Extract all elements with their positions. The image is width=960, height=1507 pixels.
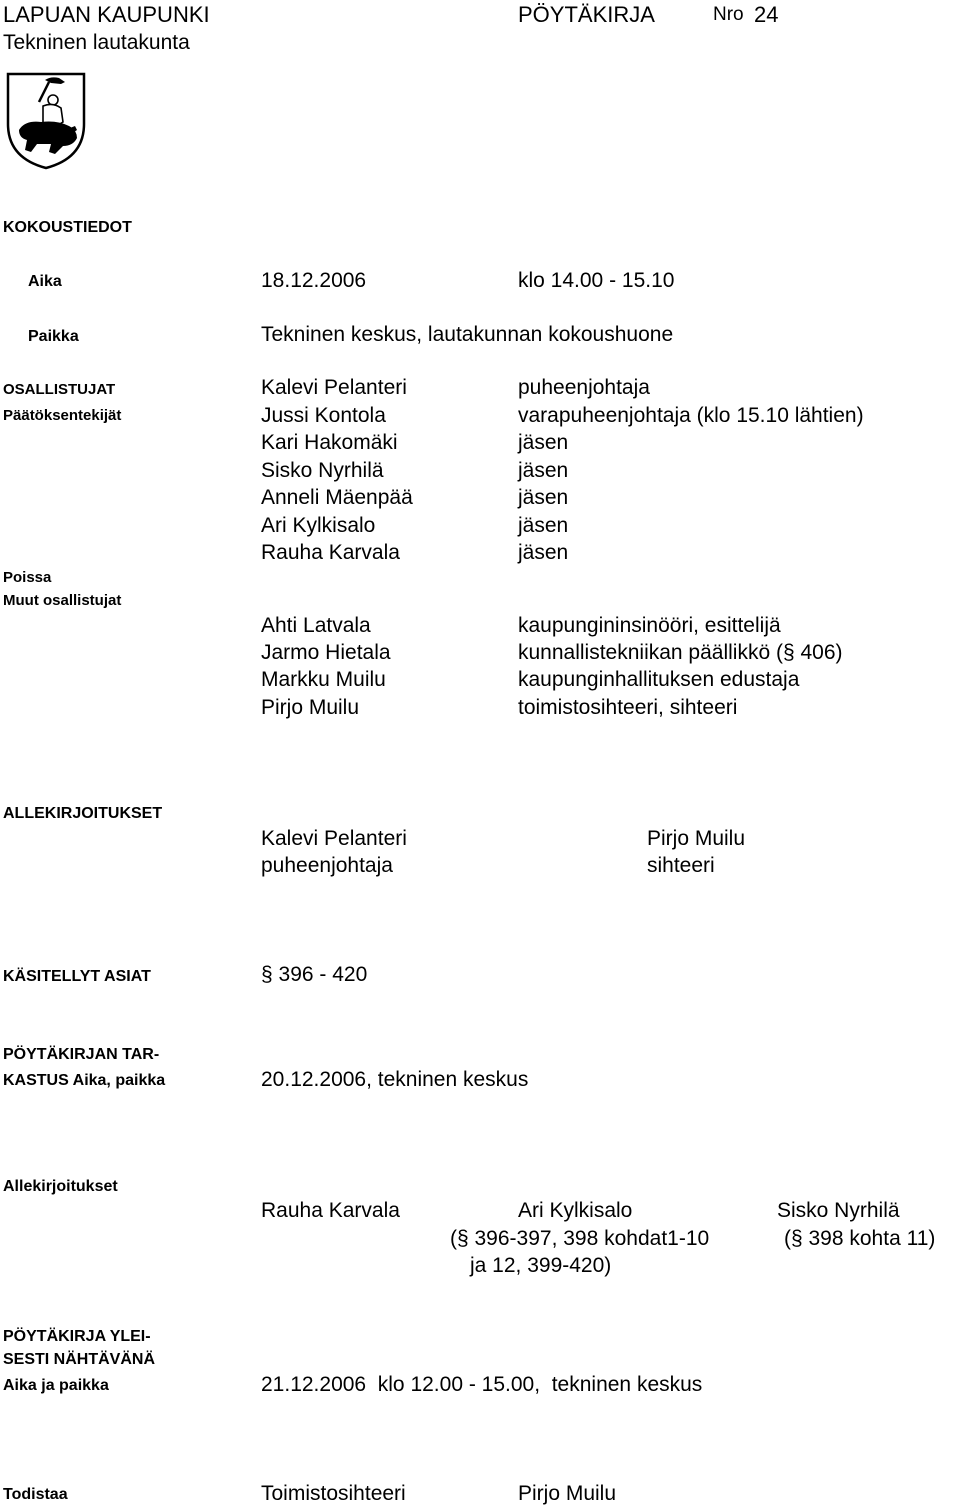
place-label: Paikka — [28, 328, 79, 345]
participant-name: Jarmo Hietala — [261, 641, 391, 664]
public-label-line1: PÖYTÄKIRJA YLEI- — [3, 1328, 151, 1345]
participant-role: varapuheenjohtaja (klo 15.10 lähtien) — [518, 404, 864, 427]
participant-name: Ari Kylkisalo — [261, 514, 376, 537]
chair-name: Kalevi Pelanteri — [261, 827, 407, 850]
decision-makers-label: Päätöksentekijät — [3, 407, 122, 424]
participant-name: Rauha Karvala — [261, 541, 400, 564]
participant-role: jäsen — [518, 541, 569, 564]
review-label-line1: PÖYTÄKIRJAN TAR- — [3, 1046, 160, 1063]
participant-name: Jussi Kontola — [261, 404, 386, 427]
section-title: KOKOUSTIEDOT — [3, 219, 132, 236]
number-label: Nro — [713, 4, 744, 25]
participant-name: Pirjo Muilu — [261, 696, 360, 719]
reviewer-note: ja 12, 399-420) — [470, 1254, 612, 1277]
reviewer-signatures-label: Allekirjoitukset — [3, 1178, 118, 1195]
participant-role: kunnallistekniikan päällikkö (§ 406) — [518, 641, 843, 664]
reviewer-note: (§ 398 kohta 11) — [784, 1227, 936, 1250]
city-name: LAPUAN KAUPUNKI — [3, 2, 210, 27]
public-value: 21.12.2006 klo 12.00 - 15.00, tekninen keskus — [261, 1373, 703, 1396]
coat-of-arms-crest — [5, 72, 87, 170]
signatures-label: ALLEKIRJOITUKSET — [3, 805, 163, 822]
document-type: PÖYTÄKIRJA — [518, 2, 655, 27]
review-label-line2: KASTUS Aika, paikka — [3, 1072, 166, 1089]
participant-role: jäsen — [518, 486, 569, 509]
participant-name: Ahti Latvala — [261, 614, 371, 637]
meeting-place: Tekninen keskus, lautakunnan kokoushuone — [261, 323, 674, 346]
certify-label: Todistaa — [3, 1486, 68, 1503]
certify-name: Pirjo Muilu — [518, 1482, 617, 1505]
participant-name: Kalevi Pelanteri — [261, 376, 407, 399]
board-name: Tekninen lautakunta — [3, 31, 190, 54]
absent-label: Poissa — [3, 569, 52, 586]
chair-title: puheenjohtaja — [261, 854, 393, 877]
participants-label: OSALLISTUJAT — [3, 381, 116, 398]
public-label-line3: Aika ja paikka — [3, 1377, 109, 1394]
certify-title: Toimistosihteeri — [261, 1482, 406, 1505]
participant-role: jäsen — [518, 514, 569, 537]
participant-role: kaupungininsinööri, esittelijä — [518, 614, 781, 637]
review-value: 20.12.2006, tekninen keskus — [261, 1068, 529, 1091]
reviewer-name: Rauha Karvala — [261, 1199, 400, 1222]
time-label: Aika — [28, 273, 62, 290]
participant-name: Kari Hakomäki — [261, 431, 398, 454]
secretary-title: sihteeri — [647, 854, 715, 877]
meeting-date: 18.12.2006 — [261, 269, 367, 292]
reviewer-name: Sisko Nyrhilä — [777, 1199, 900, 1222]
participant-role: jäsen — [518, 459, 569, 482]
reviewer-name: Ari Kylkisalo — [518, 1199, 633, 1222]
secretary-name: Pirjo Muilu — [647, 827, 746, 850]
handled-items-value: § 396 - 420 — [261, 963, 368, 986]
meeting-time: klo 14.00 - 15.10 — [518, 269, 675, 292]
participant-role: jäsen — [518, 431, 569, 454]
other-participants-label: Muut osallistujat — [3, 592, 122, 609]
participant-role: toimistosihteeri, sihteeri — [518, 696, 738, 719]
reviewer-note: (§ 396-397, 398 kohdat1-10 — [450, 1227, 710, 1250]
participant-name: Sisko Nyrhilä — [261, 459, 384, 482]
participant-name: Anneli Mäenpää — [261, 486, 413, 509]
participant-role: puheenjohtaja — [518, 376, 650, 399]
participant-role: kaupunginhallituksen edustaja — [518, 668, 800, 691]
handled-items-label: KÄSITELLYT ASIAT — [3, 968, 151, 985]
document-number: 24 — [754, 2, 779, 27]
public-label-line2: SESTI NÄHTÄVÄNÄ — [3, 1351, 156, 1368]
participant-name: Markku Muilu — [261, 668, 386, 691]
